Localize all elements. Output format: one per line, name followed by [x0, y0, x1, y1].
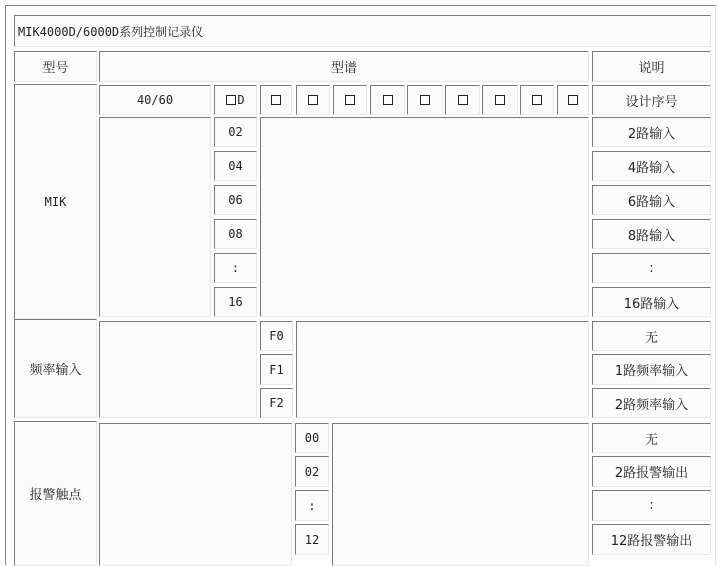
code-suffix-text: D [237, 93, 245, 107]
alarm-code: 12 [295, 524, 329, 555]
empty-square-icon [271, 95, 281, 105]
alarm-desc: 12路报警输出 [592, 524, 711, 555]
section-label-frequency: 频率输入 [14, 319, 97, 418]
alarm-code: : [295, 490, 329, 521]
freq-code: F2 [260, 388, 293, 418]
code-slot-4 [370, 85, 405, 115]
table-title-text: MIK4000D/6000D系列控制记录仪 [18, 24, 204, 39]
alarm-desc: 无 [592, 423, 711, 453]
code-slot-9 [557, 85, 589, 115]
blank-cell [99, 117, 211, 317]
blank-cell [99, 423, 292, 566]
section-label-mik: MIK [14, 84, 97, 319]
empty-square-icon [345, 95, 355, 105]
channel-code: 02 [214, 117, 257, 147]
channel-code: 06 [214, 185, 257, 215]
section-label-alarm: 报警触点 [14, 421, 97, 566]
code-suffix-cell [214, 85, 257, 115]
code-slot-1 [260, 85, 292, 115]
channel-desc: 2路输入 [592, 117, 711, 147]
channel-code: 04 [214, 151, 257, 181]
channel-desc: 8路输入 [592, 219, 711, 249]
channel-code: 08 [214, 219, 257, 249]
blank-cell [332, 423, 589, 566]
table-title [14, 15, 711, 47]
desc-serial: 设计序号 [592, 85, 711, 115]
channel-desc: 6路输入 [592, 185, 711, 215]
empty-square-icon [458, 95, 468, 105]
code-slot-8 [520, 85, 554, 115]
empty-square-icon [495, 95, 505, 105]
channel-desc: 4路输入 [592, 151, 711, 181]
channel-code: : [214, 253, 257, 283]
alarm-desc: 2路报警输出 [592, 456, 711, 487]
empty-square-icon [568, 95, 578, 105]
blank-cell [99, 321, 257, 418]
empty-square-icon [383, 95, 393, 105]
freq-code: F1 [260, 354, 293, 385]
channel-desc: 16路输入 [592, 287, 711, 317]
spec-table [5, 5, 716, 565]
alarm-desc: : [592, 490, 711, 521]
code-slot-6 [445, 85, 480, 115]
empty-square-icon [226, 95, 236, 105]
freq-code: F0 [260, 321, 293, 351]
header-model: 型号 [14, 51, 97, 82]
channel-desc: : [592, 253, 711, 283]
empty-square-icon [532, 95, 542, 105]
freq-desc: 2路频率输入 [592, 388, 711, 418]
alarm-code: 00 [295, 423, 329, 453]
empty-square-icon [308, 95, 318, 105]
code-slot-2 [296, 85, 330, 115]
blank-cell [296, 321, 589, 418]
header-description: 说明 [592, 51, 711, 82]
series-code: 40/60 [99, 85, 211, 115]
freq-desc: 1路频率输入 [592, 354, 711, 385]
alarm-code: 02 [295, 456, 329, 487]
blank-cell [260, 117, 589, 317]
empty-square-icon [420, 95, 430, 105]
code-slot-3 [333, 85, 367, 115]
freq-desc: 无 [592, 321, 711, 351]
header-spectrum: 型谱 [99, 51, 589, 82]
code-slot-7 [482, 85, 518, 115]
channel-code: 16 [214, 287, 257, 317]
code-slot-5 [407, 85, 443, 115]
